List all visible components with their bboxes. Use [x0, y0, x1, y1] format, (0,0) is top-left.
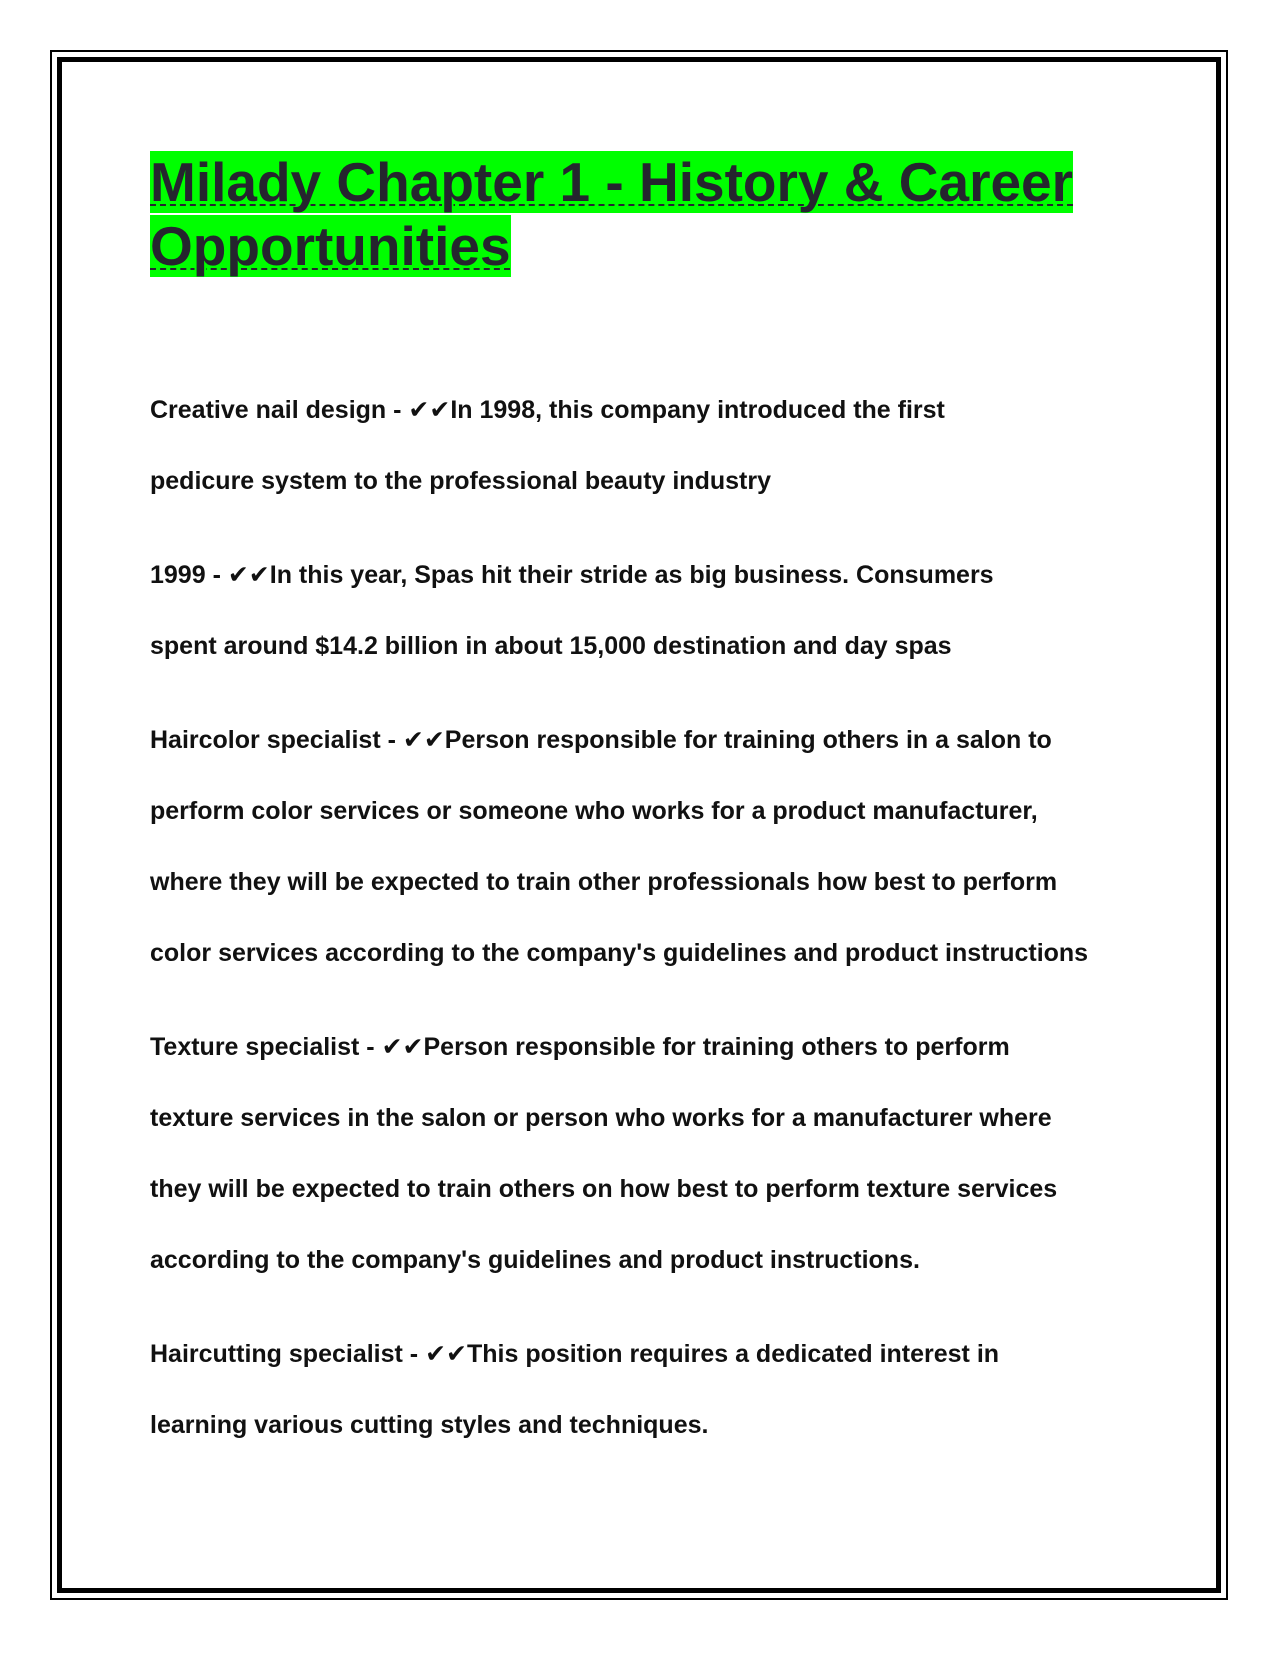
- entry-text: In 1998, this company introduced the first: [450, 396, 945, 424]
- check-marker-icon: ✔︎✔︎: [425, 1339, 467, 1368]
- entry-line: pedicure system to the professional beauty industry: [150, 467, 771, 495]
- entry-line: where they will be expected to train other professionals how best to perform: [150, 868, 1058, 896]
- entry-line: texture services in the salon or person who works for a manufacturer where: [150, 1104, 1052, 1132]
- entry-haircutting-specialist: [150, 1318, 1140, 1461]
- entry-line: Haircutting specialist - ✔︎✔︎This position requires a dedicated interest in: [150, 1339, 1000, 1368]
- check-marker-icon: ✔︎✔︎: [408, 395, 451, 424]
- entry-term: Texture specialist: [150, 1033, 360, 1061]
- entry-creative-nail-design: [150, 374, 1140, 517]
- entry-line: Texture specialist - ✔︎✔︎Person responsible for training others to perform: [150, 1032, 1010, 1061]
- entry-line: they will be expected to train others on how best to perform texture services: [150, 1175, 1058, 1203]
- entry-term: Creative nail design: [150, 396, 387, 424]
- entry-haircolor-specialist: [150, 704, 1140, 989]
- entry-term: Haircutting specialist: [150, 1340, 403, 1368]
- entry-1999: [150, 539, 1140, 682]
- entry-text: Person responsible for training others in a salon to: [444, 726, 1052, 754]
- entry-line: spent around $14.2 billion in about 15,000 destination and day spas: [150, 632, 952, 660]
- entry-text: Person responsible for training others to perform: [423, 1033, 1010, 1061]
- check-marker-icon: ✔︎✔︎: [381, 1032, 424, 1061]
- document-title: [150, 150, 1140, 278]
- check-marker-icon: ✔︎✔︎: [227, 560, 270, 589]
- entry-term: Haircolor specialist: [150, 726, 381, 754]
- entry-line: color services according to the company's guidelines and product instructions: [150, 939, 1089, 967]
- entry-line: learning various cutting styles and techniques.: [150, 1411, 709, 1439]
- check-marker-icon: ✔︎✔︎: [402, 725, 445, 754]
- entry-line: perform color services or someone who works for a product manufacturer,: [150, 797, 1038, 825]
- entry-line: Haircolor specialist - ✔︎✔︎Person responsible for training others in a salon to: [150, 725, 1052, 754]
- entry-line: 1999 - ✔︎✔︎In this year, Spas hit their stride as big business. Consumers: [150, 560, 994, 589]
- entry-text: This position requires a dedicated interest in: [466, 1340, 1000, 1368]
- entry-text: In this year, Spas hit their stride as big business. Consumers: [269, 561, 994, 589]
- entry-line: according to the company's guidelines and product instructions.: [150, 1246, 920, 1274]
- entry-line: Creative nail design - ✔︎✔︎In 1998, this company introduced the first: [150, 395, 945, 424]
- entry-list: [150, 374, 1140, 1461]
- document-body: [150, 150, 1140, 1483]
- entry-term: 1999: [150, 561, 206, 589]
- entry-texture-specialist: [150, 1011, 1140, 1296]
- title-highlight: Milady Chapter 1 - History & Career Opportunities: [150, 151, 1074, 277]
